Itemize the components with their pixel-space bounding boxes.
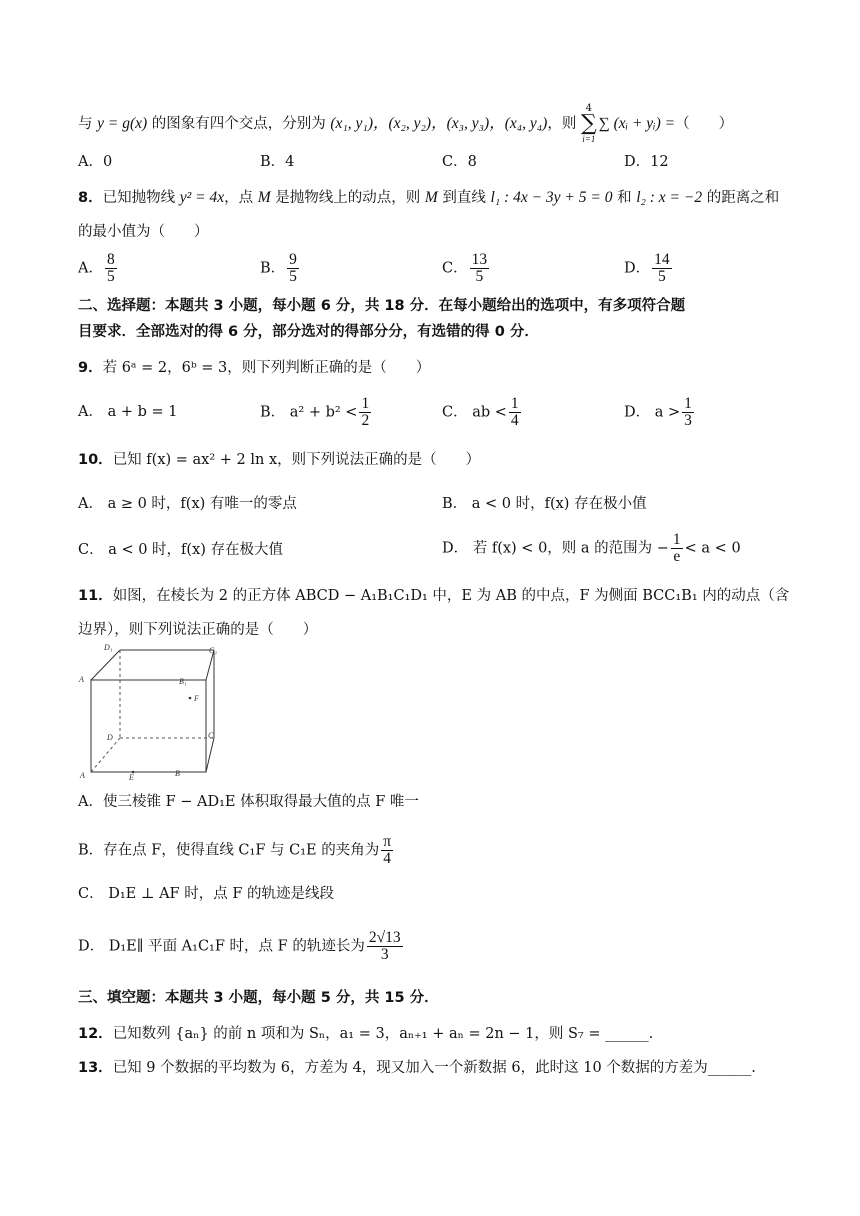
label-c1: C₁ — [209, 646, 218, 655]
q9-option-d: D． a > $\frac{1}{3}$ — [624, 395, 692, 429]
q11-option-c: C． D₁E ⊥ AF 时，点 F 的轨迹是线段 — [78, 886, 335, 902]
q11-option-b: B．存在点 F，使得直线 C₁F 与 C₁E 的夹角为 $\frac{\pi}{4}$ — [78, 833, 392, 867]
q8-option-c: C． $\frac{13}{5}$ — [442, 251, 488, 285]
q8-stem-line2: 的最小值为（ ） — [78, 224, 209, 240]
q9-stem: 9．若 6ᵃ = 2，6ᵇ = 3，则下列判断正确的是（ ） — [78, 360, 431, 376]
label-d: D — [107, 733, 113, 742]
cube-hidden-edge-a-d — [91, 738, 120, 772]
q10-option-b: B． a < 0 时，f(x) 存在极小值 — [442, 496, 647, 512]
q13-stem: 13．已知 9 个数据的平均数为 6，方差为 4，现又加入一个新数据 6，此时这 10 个数据的方差为______. — [78, 1060, 756, 1076]
q9-option-b: B． a² + b² < $\frac{1}{2}$ — [260, 395, 370, 429]
sigma-symbol: 4 ∑ i=1 — [580, 103, 597, 144]
q8-option-b: B． $\frac{9}{5}$ — [260, 251, 297, 285]
q10-option-a: A． a ≥ 0 时，f(x) 有唯一的零点 — [78, 496, 297, 512]
label-c: C — [208, 731, 214, 740]
q12-stem: 12．已知数列 {aₙ} 的前 n 项和为 Sₙ，a₁ = 3，aₙ₊₁ + aₙ = 2n − 1，则 S₇ = ______. — [78, 1026, 654, 1042]
q7-stem-tail: 与 y = g(x) 的图象有四个交点，分别为 (x₁, y₁)，(x₂, y₂)，(x₃, y₃)，(x₄, y₄)，则 4 ∑ i=1 ∑ (xᵢ + yᵢ) =（ ） — [78, 103, 734, 144]
q10-option-c: C． a < 0 时，f(x) 存在极大值 — [78, 542, 284, 558]
q11-option-d: D． D₁E∥ 平面 A₁C₁F 时，点 F 的轨迹长为 $\frac{2√13}{3}$ — [78, 929, 401, 963]
q9-option-c: C． ab < $\frac{1}{4}$ — [442, 395, 519, 429]
label-b1: B₁ — [179, 677, 187, 686]
q8-stem: 8．已知抛物线 y² = 4x，点 M 是抛物线上的动点，则 M 到直线 l₁ : 4x − 3y + 5 = 0 和 l₂ : x = −2 的距离之和 — [78, 189, 780, 206]
cube-front-face — [91, 680, 206, 772]
cube-edge-a-d1 — [91, 650, 120, 680]
label-d1: D₁ — [104, 644, 113, 652]
label-a: A — [80, 771, 85, 780]
q11-stem-line1: 11．如图，在棱长为 2 的正方体 ABCD − A₁B₁C₁D₁ 中，E 为 AB 的中点，F 为侧面 BCC₁B₁ 内的动点（含 — [78, 588, 790, 604]
label-a1: A — [79, 675, 84, 684]
point-f — [189, 697, 192, 700]
label-e: E — [129, 773, 134, 780]
section3-header: 三、填空题：本题共 3 小题，每小题 5 分，共 15 分． — [78, 990, 439, 1006]
cube-edge-b-c — [206, 738, 214, 772]
q8-option-d: D． $\frac{14}{5}$ — [624, 251, 670, 285]
section2-header-line2: 目要求．全部选对的得 6 分，部分选对的得部分分，有选错的得 0 分． — [78, 324, 539, 340]
q10-option-d: D． 若 f(x) < 0，则 a 的范围为 − $\frac{1}{e}$ < a < 0 — [442, 531, 741, 565]
label-b: B — [175, 769, 180, 778]
q10-stem: 10．已知 f(x) = ax² + 2 ln x，则下列说法正确的是（ ） — [78, 452, 481, 468]
q7-option-c: C．8 — [442, 154, 477, 170]
q7-option-a: A．0 — [78, 154, 113, 170]
section2-header-line1: 二、选择题：本题共 3 小题，每小题 6 分，共 18 分．在每小题给出的选项中，有多项符合题 — [78, 298, 686, 314]
q7-option-d: D．12 — [624, 154, 669, 170]
q9-option-a: A． a + b = 1 — [78, 404, 178, 420]
q11-stem-line2: 边界），则下列说法正确的是（ ） — [78, 622, 318, 638]
q8-option-a: A． $\frac{8}{5}$ — [78, 251, 115, 285]
q11-option-a: A．使三棱锥 F − AD₁E 体积取得最大值的点 F 唯一 — [78, 794, 419, 810]
cube-figure — [78, 644, 228, 780]
label-f: F — [194, 694, 199, 703]
q7-option-b: B．4 — [260, 154, 295, 170]
